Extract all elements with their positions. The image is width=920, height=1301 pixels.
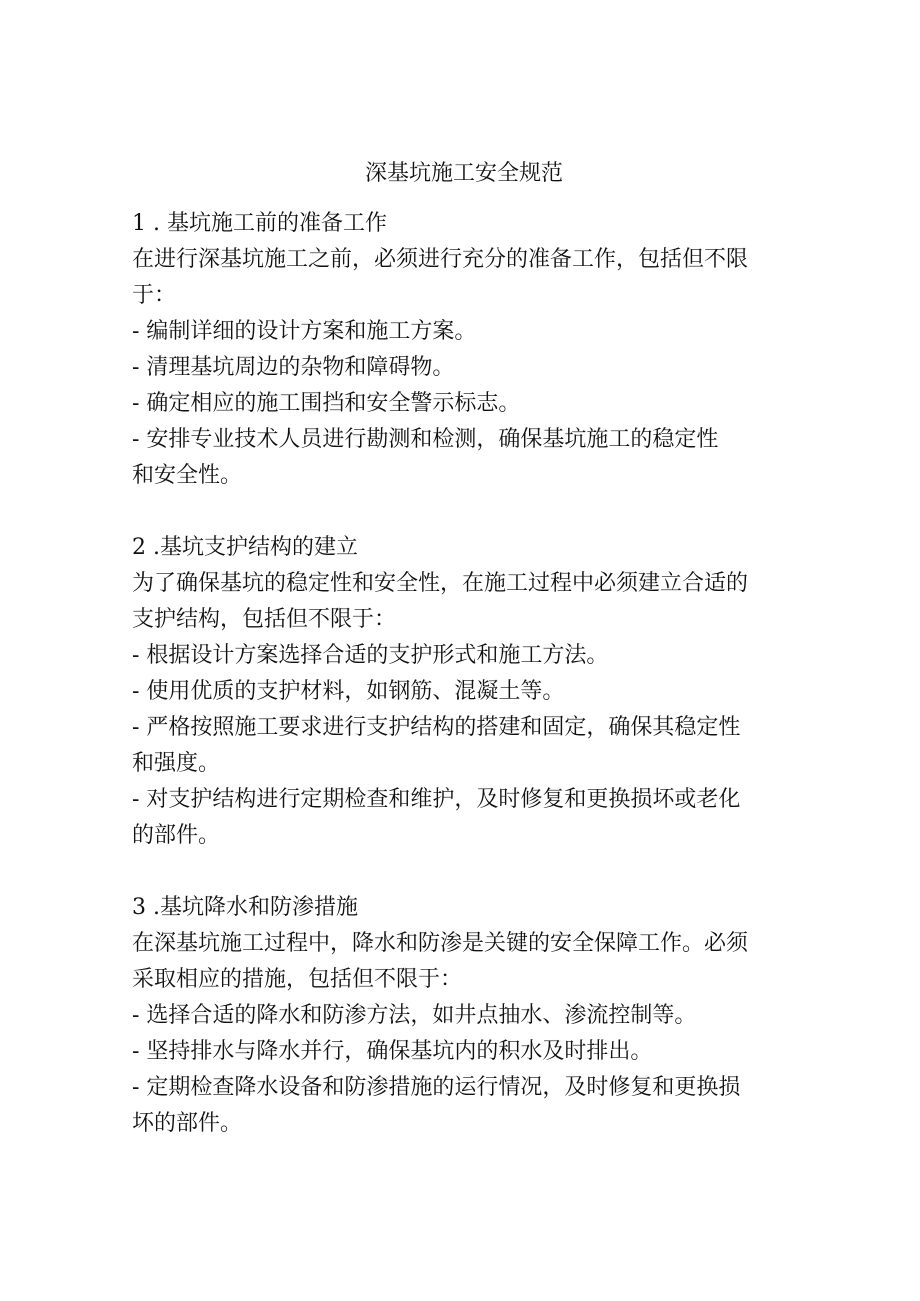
list-item: [132, 638, 792, 674]
list-item: [132, 1070, 792, 1142]
section-support-structure: [132, 530, 792, 854]
list-item-line: - 清理基坑周边的杂物和障碍物。: [132, 355, 455, 380]
list-item-line: 的部件。: [132, 823, 221, 848]
paragraph-line: 在深基坑施工过程中，降水和防渗是关键的安全保障工作。必须: [132, 931, 749, 956]
section-heading: 1 . 基坑施工前的准备工作: [132, 211, 387, 236]
paragraph-line: 支护结构，包括但不限于：: [132, 607, 397, 632]
list-item-line: - 严格按照施工要求进行支护结构的搭建和固定，确保其稳定性: [132, 715, 741, 740]
section-preparation: [132, 206, 792, 494]
list-item: [132, 386, 792, 422]
paragraph-line: 为了确保基坑的稳定性和安全性，在施工过程中必须建立合适的: [132, 571, 749, 596]
list-item-line: - 坚持排水与降水并行，确保基坑内的积水及时排出。: [132, 1039, 653, 1064]
list-item-line: 和安全性。: [132, 463, 243, 488]
paragraph-line: 采取相应的措施，包括但不限于：: [132, 967, 463, 992]
list-item-line: - 根据设计方案选择合适的支护形式和施工方法。: [132, 643, 609, 668]
paragraph-line: 在进行深基坑施工之前，必须进行充分的准备工作，包括但不限: [132, 247, 749, 272]
list-item: [132, 998, 792, 1034]
section-dewatering: [132, 890, 792, 1142]
document-body: [132, 206, 792, 1142]
list-item-line: - 安排专业技术人员进行勘测和检测，确保基坑施工的稳定性: [132, 427, 719, 452]
section-heading: 2 .基坑支护结构的建立: [132, 535, 358, 560]
list-item-line: - 确定相应的施工围挡和安全警示标志。: [132, 391, 521, 416]
list-item: [132, 422, 792, 494]
list-item: [132, 674, 792, 710]
section-heading: 3 .基坑降水和防渗措施: [132, 895, 358, 920]
list-item: [132, 350, 792, 386]
list-item-line: 坏的部件。: [132, 1111, 243, 1136]
list-item-line: - 对支护结构进行定期检查和维护，及时修复和更换损坏或老化: [132, 787, 741, 812]
paragraph-line: 于：: [132, 283, 177, 308]
list-item-line: - 定期检查降水设备和防渗措施的运行情况，及时修复和更换损: [132, 1075, 741, 1100]
document-title: 深基坑施工安全规范: [364, 161, 563, 186]
list-item: [132, 782, 792, 854]
list-item-line: - 编制详细的设计方案和施工方案。: [132, 319, 477, 344]
list-item: [132, 1034, 792, 1070]
list-item-line: - 使用优质的支护材料，如钢筋、混凝土等。: [132, 679, 565, 704]
list-item: [132, 314, 792, 350]
list-item-line: - 选择合适的降水和防渗方法，如井点抽水、渗流控制等。: [132, 1003, 697, 1028]
list-item: [132, 710, 792, 782]
list-item-line: 和强度。: [132, 751, 221, 776]
